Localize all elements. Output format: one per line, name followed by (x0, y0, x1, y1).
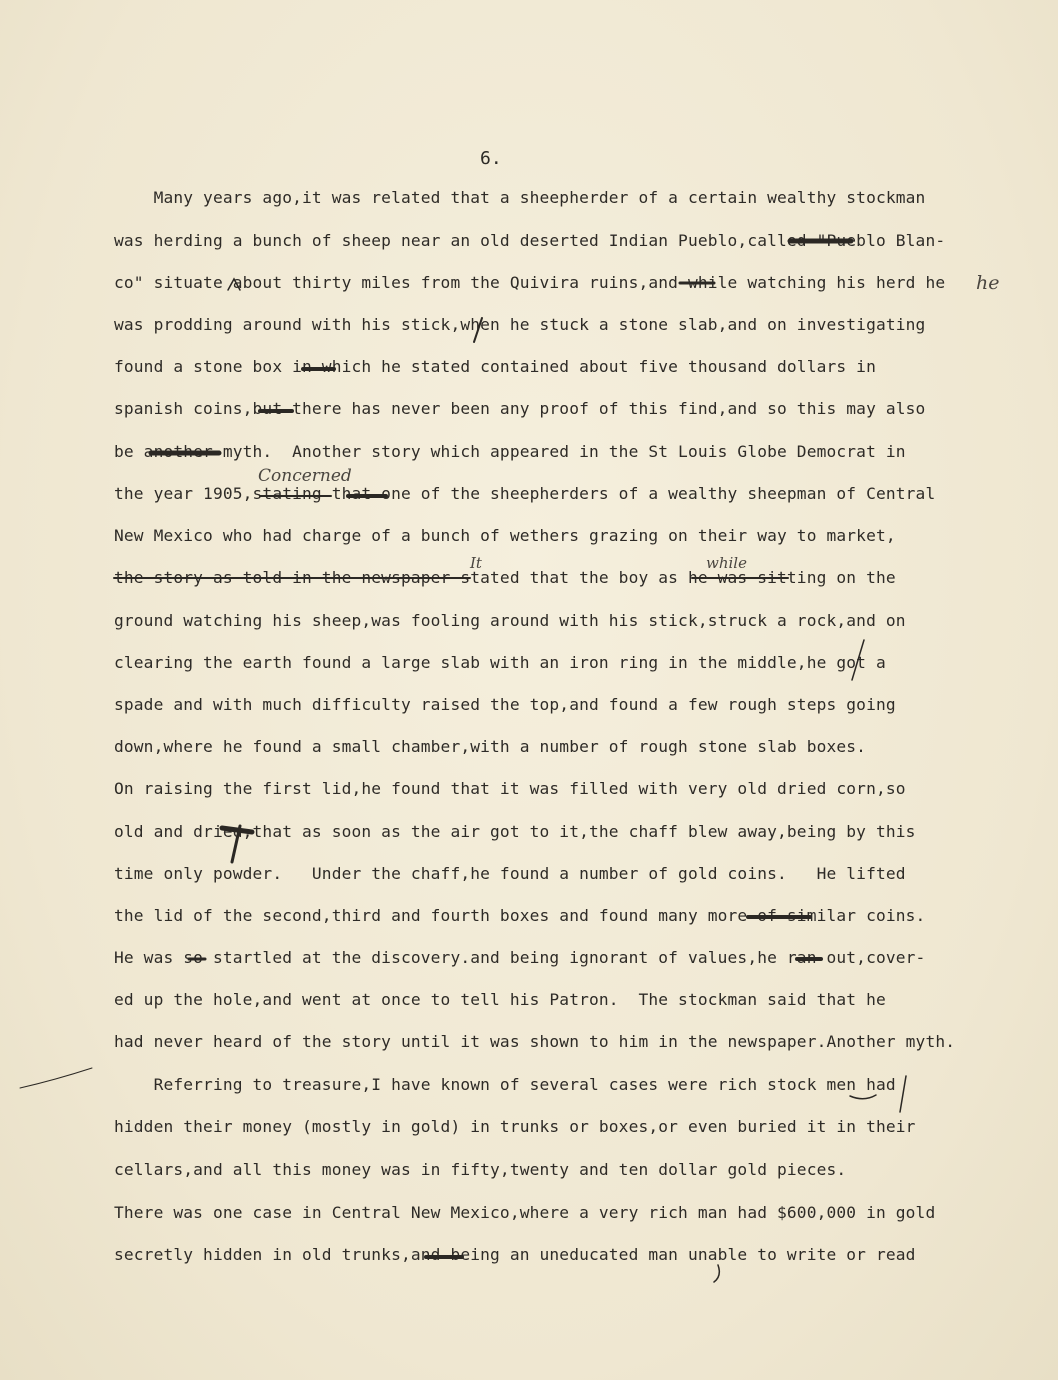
handwritten-while: while (706, 554, 747, 572)
text-line: ed up the hole,and went at once to tell his Patron. The stockman said that he (114, 990, 886, 1009)
text-line: New Mexico who had charge of a bunch of wethers grazing on their way to market, (114, 526, 896, 545)
text-line: time only powder. Under the chaff,he found a number of gold coins. He lifted (114, 864, 906, 883)
text-line: spade and with much difficulty raised the top,and found a few rough steps going (114, 695, 896, 714)
text-line: was prodding around with his stick,when he stuck a stone slab,and on investigating (114, 315, 926, 334)
text-line: Many years ago,it was related that a sheepherder of a certain wealthy stockman (114, 188, 926, 207)
text-line: spanish coins,but there has never been any proof of this find,and so this may also (114, 399, 926, 418)
text-line: found a stone box in which he stated contained about five thousand dollars in (114, 357, 876, 376)
text-line: co" situate about thirty miles from the Quivira ruins,and while watching his herd he (114, 273, 946, 292)
text-line: the lid of the second,third and fourth boxes and found many more of similar coins. (114, 906, 926, 925)
text-line: clearing the earth found a large slab with an iron ring in the middle,he got a (114, 653, 886, 672)
text-line: hidden their money (mostly in gold) in trunks or boxes,or even buried it in their (114, 1117, 916, 1136)
handwritten-concerned: Concerned (258, 466, 352, 486)
handwritten-he: he (976, 272, 1000, 294)
text-line: had never heard of the story until it was shown to him in the newspaper.Another myth. (114, 1032, 956, 1051)
text-line: Referring to treasure,I have known of several cases were rich stock men had (114, 1075, 896, 1094)
text-line: down,where he found a small chamber,with a number of rough stone slab boxes. (114, 737, 867, 756)
handwritten-it: It (470, 554, 482, 572)
text-line: old and dried,that as soon as the air got to it,the chaff blew away,being by this (114, 822, 916, 841)
page-number: 6. (480, 148, 502, 169)
text-line: be another myth. Another story which appeared in the St Louis Globe Democrat in (114, 442, 906, 461)
text-line: ground watching his sheep,was fooling around with his stick,struck a rock,and on (114, 611, 906, 630)
text-line: was herding a bunch of sheep near an old deserted Indian Pueblo,called "Pueblo Blan- (114, 231, 946, 250)
text-line: On raising the first lid,he found that it was filled with very old dried corn,so (114, 779, 906, 798)
text-line: secretly hidden in old trunks,and being an uneducated man unable to write or read (114, 1245, 916, 1264)
text-line: He was so startled at the discovery.and being ignorant of values,he ran out,cover- (114, 948, 926, 967)
text-line: There was one case in Central New Mexico,where a very rich man had $600,000 in gold (114, 1203, 936, 1222)
text-line: the story as told in the newspaper stated that the boy as he was sitting on the (114, 568, 896, 587)
text-line: the year 1905,stating that one of the sheepherders of a wealthy sheepman of Central (114, 484, 936, 503)
text-line: cellars,and all this money was in fifty,twenty and ten dollar gold pieces. (114, 1160, 847, 1179)
